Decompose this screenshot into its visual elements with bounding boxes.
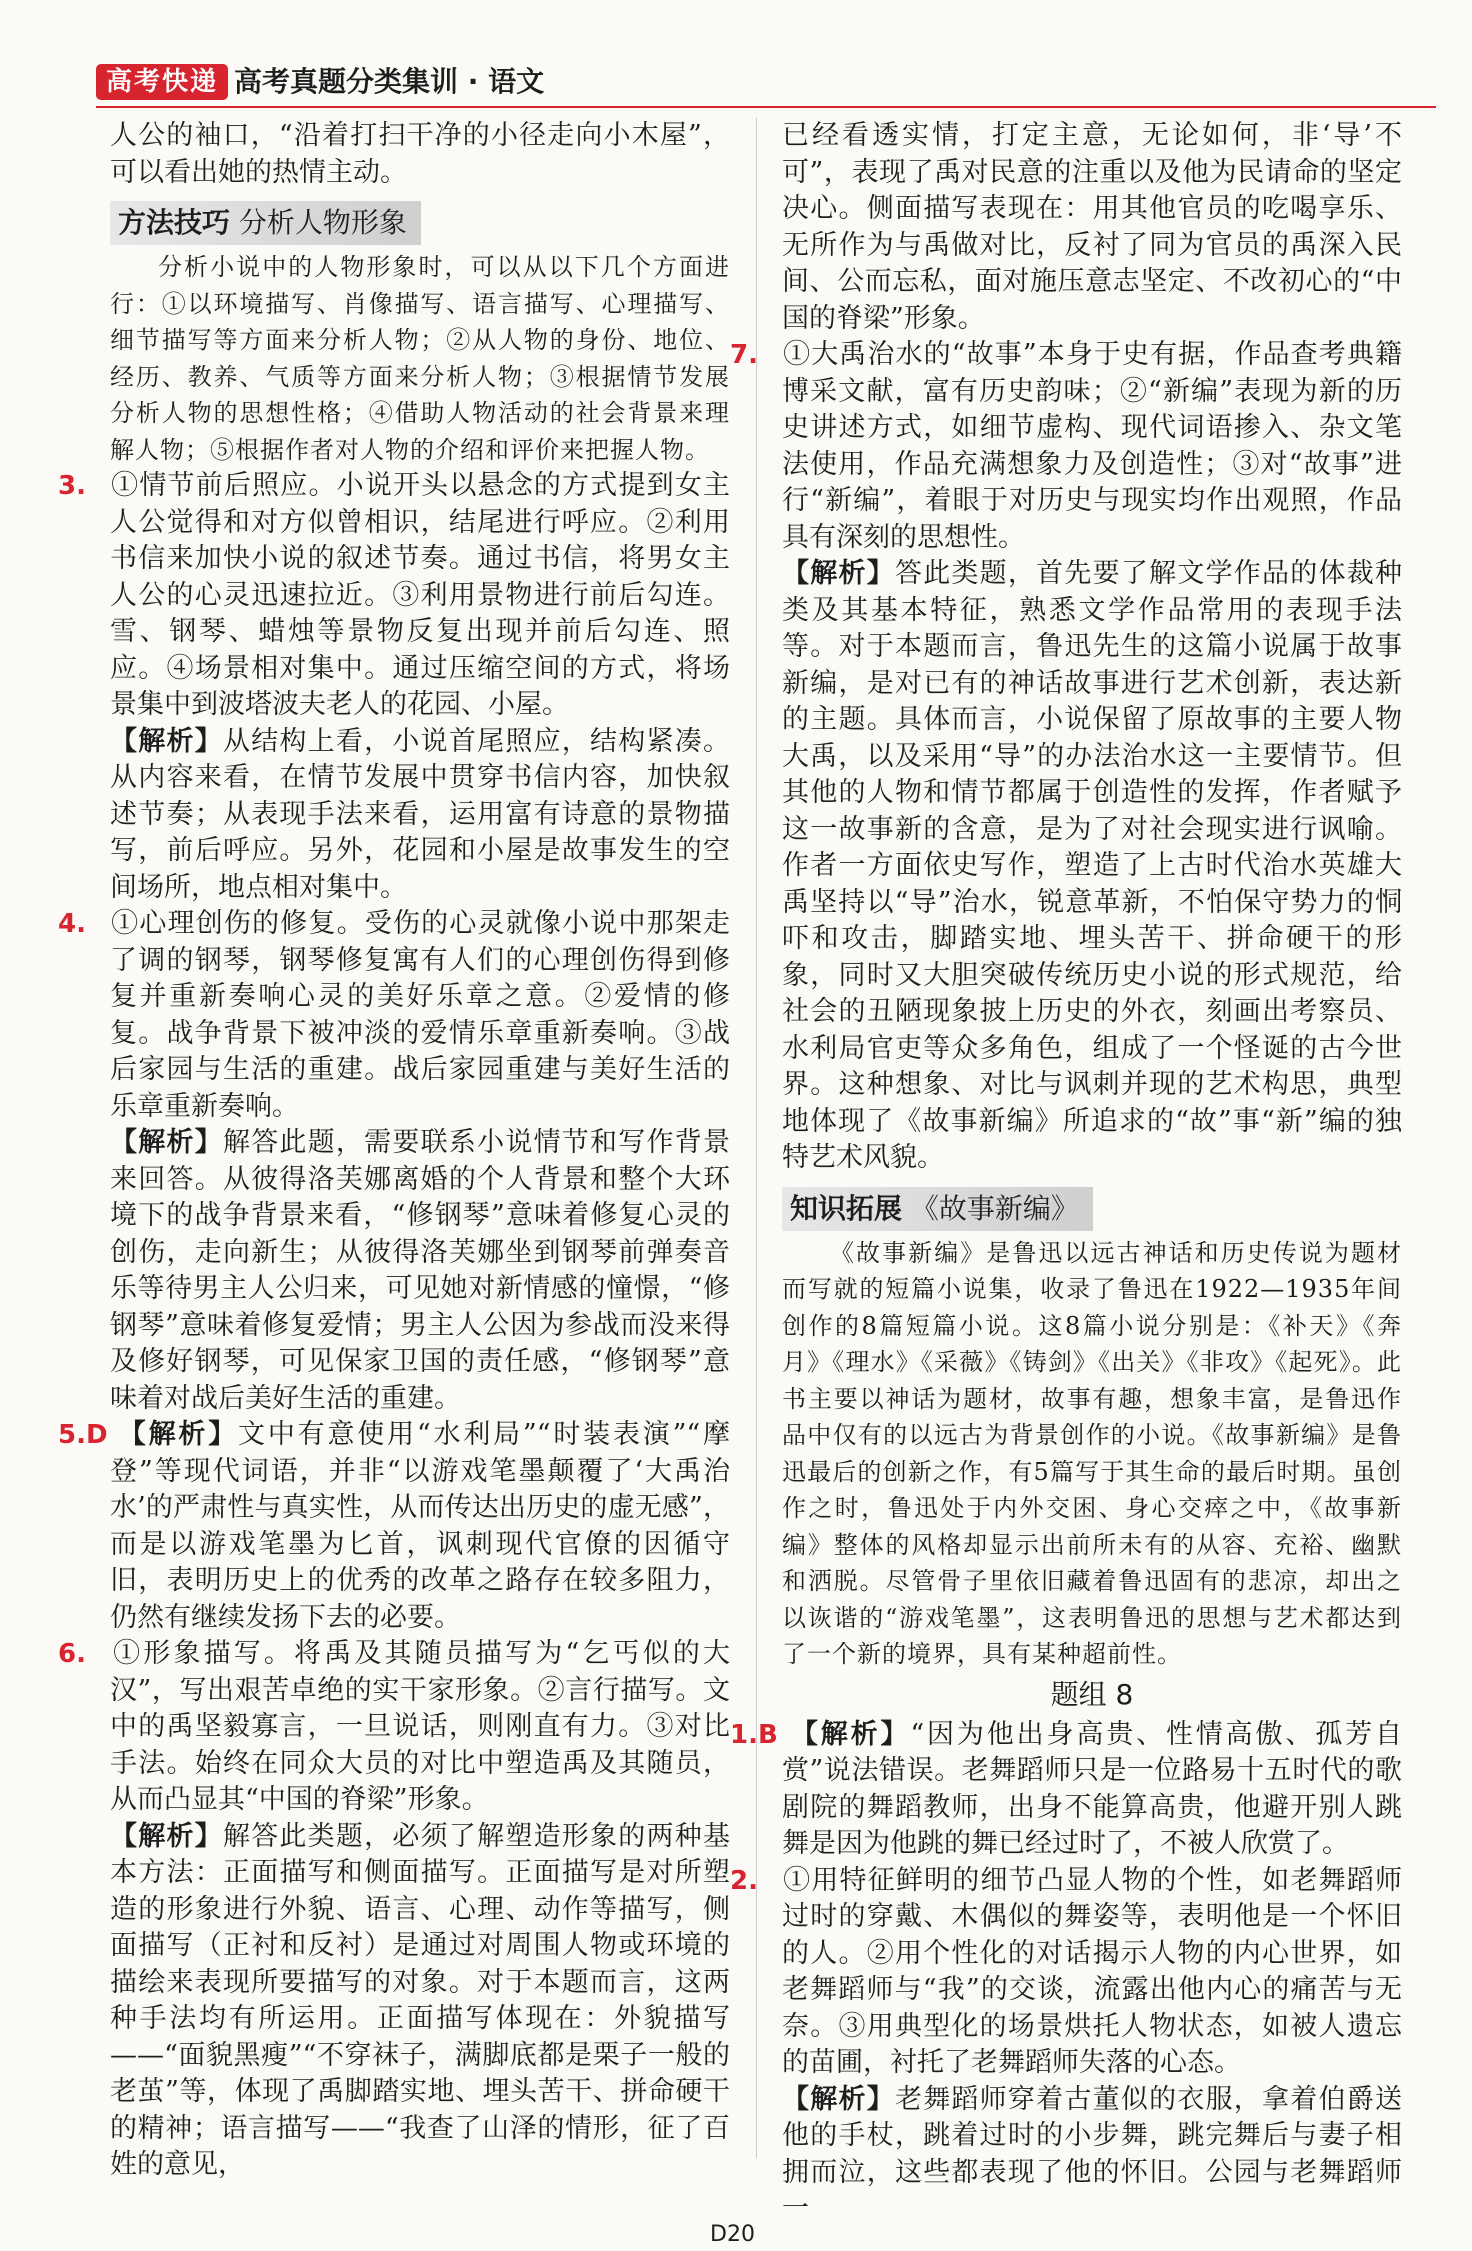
knowledge-box-title: 《故事新编》 — [910, 1191, 1079, 1225]
question-6 — [58, 1636, 730, 1819]
answer-text: ①心理创伤的修复。受伤的心灵就像小说中那架走了调的钢琴，钢琴修复寓有人们的心理创伤得到修复并重新奏响心灵的美好乐章之意。②爱情的修复。战争背景下被冲淡的爱情乐章重新奏响。③战后家园与生活的重建。战后家园重建与美好生活的乐章重新奏响。 — [110, 908, 730, 1122]
page-number: D20 — [710, 2222, 755, 2247]
method-box-label: 方法技巧 — [118, 206, 231, 239]
header-rule — [96, 106, 1436, 108]
book-title: 高考真题分类集训 · 语文 — [234, 65, 545, 98]
question-4 — [58, 906, 730, 1125]
analysis-7 — [782, 556, 1402, 1177]
question-number: 5.D — [58, 1420, 108, 1450]
analysis-text: 老舞蹈师穿着古董似的衣服，拿着伯爵送他的手杖，跳着过时的小步舞，跳完舞后与妻子相拥而泣，这些都表现了他的怀旧。公园与老舞蹈师一 — [782, 2083, 1402, 2224]
question-3 — [58, 468, 730, 724]
analysis-text: 答此类题，首先要了解文学作品的体裁种类及其基本特征，熟悉文学作品常用的表现手法等。对于本题而言，鲁迅先生的这篇小说属于故事新编，是对已有的神话故事进行艺术创新，表达新的主题。具体而言，小说保留了原故事的主要人物大禹，以及采用“导”的办法治水这一主要情节。但其他的人物和情节都属于创造性的发挥，作者赋予这一故事新的含意，是为了对社会现实进行讽喻。作者一方面依史写作，塑造了上古时代治水英雄大禹坚持以“导”治水，锐意革新，不怕保守势力的恫吓和攻击，脚踏实地、埋头苦干、拼命硬干的形象，同时又大胆突破传统历史小说的形式规范，给社会的丑陋现象披上历史的外衣，刻画出考察员、水利局官吏等众多角色，组成了一个怪诞的古今世界。这种想象、对比与讽刺并现的艺术构思，典型地体现了《故事新编》所追求的“故”事“新”编的独特艺术风貌。 — [782, 558, 1402, 1173]
question-number: 3. — [58, 471, 86, 501]
group-analysis-2 — [782, 2082, 1402, 2228]
right-column — [730, 118, 1403, 2228]
answer-text: ①用特征鲜明的细节凸显人物的个性，如老舞蹈师过时的穿戴、木偶似的舞姿等，表明他是一个怀旧的人。②用个性化的对话揭示人物的内心世界，如老舞蹈师与“我”的交谈，流露出他内心的痛苦与无奈。③用典型化的场景烘托人物状态，如被人遗忘的苗圃，衬托了老舞蹈师失落的心态。 — [782, 1864, 1402, 2078]
question-number: 6. — [58, 1639, 86, 1669]
analysis-3 — [110, 724, 730, 907]
knowledge-text: 《故事新编》是鲁迅以远古神话和历史传说为题材而写就的短篇小说集，收录了鲁迅在1922—1935年间创作的8篇短篇小说。这8篇小说分别是：《补天》《奔月》《理水》《采薇》《铸剑》《出关》《非攻》《起死》。此书主要以神话为题材，故事有趣，想象丰富，是鲁迅作品中仅有的以远古为背景创作的小说。《故事新编》是鲁迅最后的创新之作，有5篇写于其生命的最后时期。虽创作之时，鲁迅处于内外交困、身心交瘁之中，《故事新编》整体的风格却显示出前所未有的从容、充裕、幽默和洒脱。尽管骨子里依旧藏着鲁迅固有的悲凉，却出之以诙谐的“游戏笔墨”，这表明鲁迅的思想与艺术都达到了一个新的境界，具有某种超前性。 — [782, 1238, 1402, 1668]
left-column — [58, 118, 731, 2184]
analysis-tag: 【解析】 — [782, 2083, 895, 2115]
answer-text: ①形象描写。将禹及其随员描写为“乞丐似的大汉”，写出艰苦卓绝的实干家形象。②言行描写。文中的禹坚毅寡言，一旦说话，则刚直有力。③对比手法。始终在同众大员的对比中塑造禹及其随员，从而凸显其“中国的脊梁”形象。 — [110, 1638, 730, 1815]
analysis-text: 解答此类题，必须了解塑造形象的两种基本方法：正面描写和侧面描写。正面描写是对所塑造的形象进行外貌、语言、心理、动作等描写，侧面描写（正衬和反衬）是通过对周围人物或环境的描绘来表现所要描写的对象。对于本题而言，这两种手法均有所运用。正面描写体现在：外貌描写——“面貌黑瘦”“不穿袜子，满脚底都是栗子一般的老茧”等，体现了禹脚踏实地、埋头苦干、拼命硬干的精神；语言描写——“我查了山泽的情形，征了百姓的意见， — [110, 1820, 730, 2180]
choice-letter: B — [757, 1719, 778, 1750]
analysis-tag: 【解析】 — [110, 1820, 223, 1852]
question-number: 4. — [58, 909, 86, 939]
analysis-text: 文中有意使用“水利局”“时装表演”“摩登”等现代词语，并非“以游戏笔墨颠覆了‘大禹治水’的严肃性与真实性，从而传达出历史的虚无感”，而是以游戏笔墨为匕首，讽刺现代官僚的因循守旧，表明历史上的优秀的改革之路存在较多阻力，仍然有继续发扬下去的必要。 — [110, 1419, 731, 1633]
analysis-4 — [110, 1125, 730, 1417]
question-number: 7. — [730, 340, 758, 370]
continued-text: 已经看透实情，打定主意，无论如何，非‘导’不可”，表现了禹对民意的注重以及他为民请命的坚定决心。侧面描写表现在：用其他官员的吃喝享乐、无所作为与禹做对比，反衬了同为官员的禹深入民间、公而忘私，面对施压意志坚定、不改初心的“中国的脊梁”形象。 — [782, 120, 1402, 334]
answer-text: ①情节前后照应。小说开头以悬念的方式提到女主人公觉得和对方似曾相识，结尾进行呼应。②利用书信来加快小说的叙述节奏。通过书信，将男女主人公的心灵迅速拉近。③利用景物进行前后勾连。雪、钢琴、蜡烛等景物反复出现并前后勾连、照应。④场景相对集中。通过压缩空间的方式，将场景集中到波塔波夫老人的花园、小屋。 — [110, 470, 730, 720]
method-text: 分析小说中的人物形象时，可以从以下几个方面进行：①以环境描写、肖像描写、语言描写、心理描写、细节描写等方面来分析人物；②从人物的身份、地位、经历、教养、气质等方面来分析人物；③根据情节发展分析人物的思想性格；④借助人物活动的社会背景来理解人物；⑤根据作者对人物的介绍和评价来把握人物。 — [110, 253, 730, 464]
column-divider — [756, 118, 757, 2158]
method-box — [110, 201, 421, 245]
group-question-1 — [730, 1717, 1403, 1863]
question-number: 2. — [730, 1865, 758, 1896]
analysis-tag: 【解析】 — [788, 1718, 911, 1750]
analysis-text: 从结构上看，小说首尾照应，结构紧凑。从内容来看，在情节发展中贯穿书信内容，加快叙述节奏；从表现手法来看，运用富有诗意的景物描写，前后呼应。另外，花园和小屋是故事发生的空间场所，地点相对集中。 — [110, 725, 730, 903]
analysis-text: 解答此题，需要联系小说情节和写作背景来回答。从彼得洛芙娜离婚的个人背景和整个大环境下的战争背景来看，“修钢琴”意味着修复心灵的创伤，走向新生；从彼得洛芙娜坐到钢琴前弹奏音乐等待男主人公归来，可见她对新情感的憧憬，“修钢琴”意味着修复爱情；男主人公因为参战而没来得及修好钢琴，可见保家卫国的责任感，“修钢琴”意味着对战后美好生活的重建。 — [110, 1127, 730, 1414]
method-box-title: 分析人物形象 — [238, 206, 407, 239]
analysis-tag: 【解析】 — [782, 558, 895, 589]
question-5 — [58, 1417, 731, 1636]
question-number: 1.B — [730, 1719, 778, 1750]
question-7 — [730, 337, 1402, 556]
analysis-tag: 【解析】 — [116, 1419, 239, 1450]
knowledge-box-label: 知识拓展 — [790, 1191, 903, 1225]
answer-text: ①大禹治水的“故事”本身于史有据，作品查考典籍博采文献，富有历史韵味；②“新编”表现为新的历史讲述方式，如细节虚构、现代词语掺入、杂文笔法使用，作品充满想象力及创造性；③对“故事”进行“新编”，着眼于对历史与现实均作出观照，作品具有深刻的思想性。 — [782, 339, 1402, 553]
intro-text: 人公的袖口，“沿着打扫干净的小径走向小木屋”，可以看出她的热情主动。 — [110, 120, 730, 188]
page-header — [96, 60, 1436, 108]
analysis-text: “因为他出身高贵、性情高傲、孤芳自赏”说法错误。老舞蹈师只是一位路易十五时代的歌剧院的舞蹈教师，出身不能算高贵，他避开别人跳舞是因为他跳的舞已经过时了，不被人欣赏了。 — [782, 1718, 1403, 1859]
brand-logo: 高考快递 — [96, 64, 228, 100]
group-title: 题组 8 — [1050, 1677, 1134, 1711]
knowledge-box — [782, 1187, 1093, 1231]
analysis-6 — [110, 1819, 730, 2184]
analysis-tag: 【解析】 — [110, 1127, 223, 1158]
choice-letter: D — [85, 1420, 108, 1450]
analysis-tag: 【解析】 — [110, 725, 223, 757]
group-question-2 — [730, 1863, 1402, 2082]
